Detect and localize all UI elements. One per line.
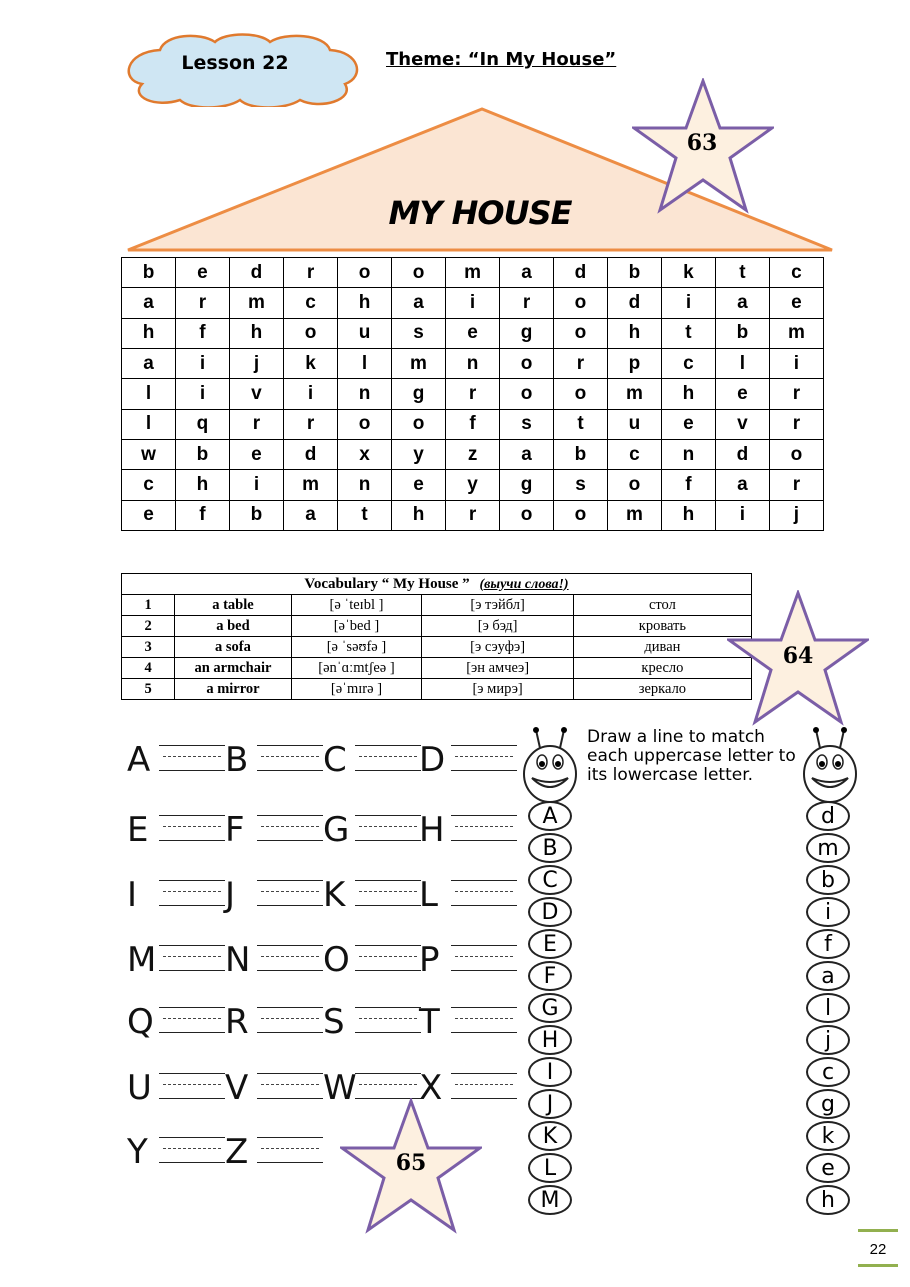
grid-cell: i [446, 288, 500, 318]
grid-cell: b [554, 439, 608, 469]
alphabet-letter: C [323, 740, 347, 780]
grid-cell: v [715, 409, 769, 439]
tracing-line [451, 1007, 517, 1033]
grid-cell: c [122, 470, 176, 500]
grid-cell: t [554, 409, 608, 439]
uppercase-letter[interactable]: H [528, 1025, 572, 1055]
alphabet-letter: L [419, 875, 438, 915]
grid-cell: r [446, 500, 500, 530]
grid-cell: m [283, 470, 337, 500]
lowercase-letter[interactable]: h [806, 1185, 850, 1215]
grid-cell: i [176, 379, 230, 409]
grid-cell: a [715, 470, 769, 500]
vocabulary-reading: [э сэуфэ] [422, 637, 573, 658]
uppercase-letter[interactable]: A [528, 801, 572, 831]
grid-cell: l [122, 379, 176, 409]
matching-instruction: Draw a line to match each uppercase letter to its lowercase letter. [587, 727, 796, 785]
grid-cell: o [500, 500, 554, 530]
vocabulary-n: 2 [122, 616, 175, 637]
grid-cell: y [391, 439, 445, 469]
grid-cell: m [391, 348, 445, 378]
grid-cell: a [500, 258, 554, 288]
uppercase-letter[interactable]: F [528, 961, 572, 991]
lowercase-letter[interactable]: c [806, 1057, 850, 1087]
vocabulary-transcription: [ənˈɑːmtʃeə ] [291, 658, 422, 679]
alphabet-letter: K [323, 875, 346, 915]
grid-cell: b [122, 258, 176, 288]
grid-cell: l [122, 409, 176, 439]
vocabulary-row [122, 679, 752, 700]
tracing-line [159, 880, 225, 906]
vocabulary-word: a bed [175, 616, 291, 637]
vocabulary-reading: [эн амчеэ] [422, 658, 573, 679]
vocabulary-translation: стол [573, 595, 751, 616]
tracing-line [451, 945, 517, 971]
lowercase-letter[interactable]: i [806, 897, 850, 927]
alphabet-letter: N [225, 940, 251, 980]
grid-cell: b [229, 500, 283, 530]
grid-cell: d [283, 439, 337, 469]
tracing-line [257, 815, 323, 841]
grid-row [122, 379, 824, 409]
grid-cell: o [554, 379, 608, 409]
grid-cell: r [176, 288, 230, 318]
grid-row [122, 470, 824, 500]
alphabet-letter: P [419, 940, 440, 980]
grid-cell: e [715, 379, 769, 409]
alphabet-letter: M [127, 940, 157, 980]
grid-cell: r [769, 379, 823, 409]
grid-row [122, 500, 824, 530]
grid-cell: a [122, 288, 176, 318]
vocabulary-note: (выучи слова!) [479, 576, 569, 592]
tracing-line [159, 815, 225, 841]
lowercase-letter[interactable]: j [806, 1025, 850, 1055]
tracing-line [257, 1073, 323, 1099]
grid-cell: a [391, 288, 445, 318]
grid-cell: n [338, 379, 392, 409]
lowercase-letter[interactable]: k [806, 1121, 850, 1151]
grid-cell: n [338, 470, 392, 500]
alphabet-letter: R [225, 1002, 249, 1042]
grid-cell: e [662, 409, 716, 439]
grid-cell: k [283, 348, 337, 378]
grid-cell: r [283, 409, 337, 439]
tracing-line [355, 945, 421, 971]
grid-cell: n [662, 439, 716, 469]
grid-cell: m [229, 288, 283, 318]
tracing-line [159, 1073, 225, 1099]
vocabulary-reading: [э мирэ] [422, 679, 573, 700]
grid-cell: i [715, 500, 769, 530]
uppercase-letter[interactable]: K [528, 1121, 572, 1151]
grid-cell: h [662, 379, 716, 409]
vocabulary-table [121, 573, 752, 700]
grid-row [122, 409, 824, 439]
uppercase-letter[interactable]: D [528, 897, 572, 927]
alphabet-letter: Q [127, 1002, 154, 1042]
grid-cell: b [607, 258, 661, 288]
lowercase-letter[interactable]: d [806, 801, 850, 831]
alphabet-letter: Z [225, 1132, 249, 1172]
vocabulary-transcription: [əˈbed ] [291, 616, 422, 637]
grid-row [122, 348, 824, 378]
grid-cell: s [500, 409, 554, 439]
alphabet-letter: O [323, 940, 350, 980]
grid-cell: o [338, 258, 392, 288]
alphabet-letter: B [225, 740, 249, 780]
grid-cell: f [176, 318, 230, 348]
grid-cell: u [607, 409, 661, 439]
uppercase-letter[interactable]: J [528, 1089, 572, 1119]
grid-cell: q [176, 409, 230, 439]
tracing-line [257, 880, 323, 906]
grid-cell: m [446, 258, 500, 288]
grid-row [122, 258, 824, 288]
alphabet-letter: A [127, 740, 151, 780]
grid-cell: y [446, 470, 500, 500]
uppercase-letter[interactable]: C [528, 865, 572, 895]
grid-cell: o [283, 318, 337, 348]
tracing-line [159, 1137, 225, 1163]
vocabulary-n: 3 [122, 637, 175, 658]
vocabulary-n: 1 [122, 595, 175, 616]
grid-cell: m [607, 500, 661, 530]
tracing-line [355, 815, 421, 841]
lowercase-letter[interactable]: m [806, 833, 850, 863]
grid-cell: a [715, 288, 769, 318]
vocabulary-transcription: [əˈmɪrə ] [291, 679, 422, 700]
grid-cell: r [283, 258, 337, 288]
grid-cell: o [500, 379, 554, 409]
vocabulary-translation: диван [573, 637, 751, 658]
vocabulary-transcription: [ə ˈteɪbl ] [291, 595, 422, 616]
grid-cell: m [769, 318, 823, 348]
tracing-line [257, 745, 323, 771]
grid-cell: o [554, 288, 608, 318]
page-number: 22 [858, 1229, 898, 1267]
alphabet-letter: V [225, 1068, 249, 1108]
tracing-line [159, 945, 225, 971]
vocabulary-word: a sofa [175, 637, 291, 658]
uppercase-letter[interactable]: G [528, 993, 572, 1023]
grid-cell: t [715, 258, 769, 288]
lesson-label: Lesson 22 [181, 52, 289, 74]
vocabulary-heading [122, 574, 752, 595]
alphabet-letter: I [127, 875, 138, 915]
alphabet-letter: G [323, 810, 350, 850]
vocabulary-reading: [э бэд] [422, 616, 573, 637]
alphabet-letter: Y [127, 1132, 148, 1172]
grid-cell: d [554, 258, 608, 288]
grid-cell: r [229, 409, 283, 439]
grid-cell: h [122, 318, 176, 348]
alphabet-letter: F [225, 810, 245, 850]
uppercase-letter[interactable]: B [528, 833, 572, 863]
tracing-line [257, 1137, 323, 1163]
grid-cell: c [607, 439, 661, 469]
vocabulary-word: a table [175, 595, 291, 616]
alphabet-letter: T [419, 1002, 440, 1042]
lowercase-letter[interactable]: f [806, 929, 850, 959]
grid-cell: z [446, 439, 500, 469]
tracing-line [451, 745, 517, 771]
grid-cell: r [500, 288, 554, 318]
grid-cell: i [229, 470, 283, 500]
word-search-grid [121, 257, 824, 531]
grid-cell: m [607, 379, 661, 409]
grid-cell: o [554, 318, 608, 348]
grid-cell: o [554, 500, 608, 530]
grid-cell: i [662, 288, 716, 318]
vocabulary-title: Vocabulary “ My House ” [304, 575, 470, 592]
grid-cell: f [662, 470, 716, 500]
tracing-line [355, 745, 421, 771]
alphabet-letter: W [323, 1068, 357, 1108]
grid-cell: b [715, 318, 769, 348]
vocabulary-word: a mirror [175, 679, 291, 700]
grid-cell: d [229, 258, 283, 288]
lowercase-letter[interactable]: e [806, 1153, 850, 1183]
vocabulary-reading: [э тэйбл] [422, 595, 573, 616]
tracing-line [257, 945, 323, 971]
grid-cell: x [338, 439, 392, 469]
uppercase-letter[interactable]: L [528, 1153, 572, 1183]
grid-cell: h [607, 318, 661, 348]
grid-cell: l [338, 348, 392, 378]
vocabulary-row [122, 616, 752, 637]
grid-cell: n [446, 348, 500, 378]
vocabulary-n: 5 [122, 679, 175, 700]
grid-cell: i [283, 379, 337, 409]
alphabet-letter: D [419, 740, 446, 780]
lowercase-letter[interactable]: b [806, 865, 850, 895]
grid-cell: i [176, 348, 230, 378]
grid-cell: w [122, 439, 176, 469]
lowercase-letter[interactable]: l [806, 993, 850, 1023]
grid-cell: e [176, 258, 230, 288]
grid-cell: r [554, 348, 608, 378]
grid-cell: o [338, 409, 392, 439]
grid-cell: l [715, 348, 769, 378]
grid-cell: c [769, 258, 823, 288]
alphabet-letter: E [127, 810, 149, 850]
vocabulary-row [122, 637, 752, 658]
grid-row [122, 288, 824, 318]
vocabulary-n: 4 [122, 658, 175, 679]
vocabulary-header-row [122, 574, 752, 595]
grid-cell: h [229, 318, 283, 348]
grid-cell: o [391, 258, 445, 288]
grid-cell: r [446, 379, 500, 409]
vocabulary-translation: кровать [573, 616, 751, 637]
grid-cell: s [391, 318, 445, 348]
grid-cell: e [229, 439, 283, 469]
alphabet-letter: X [419, 1068, 443, 1108]
house-title: MY HOUSE [388, 194, 572, 232]
grid-cell: t [662, 318, 716, 348]
grid-cell: h [662, 500, 716, 530]
vocabulary-translation: зеркало [573, 679, 751, 700]
tracing-line [451, 815, 517, 841]
tracing-line [159, 745, 225, 771]
grid-cell: h [338, 288, 392, 318]
vocabulary-translation: кресло [573, 658, 751, 679]
grid-cell: r [769, 409, 823, 439]
grid-cell: t [338, 500, 392, 530]
vocabulary-transcription: [ə ˈsəʊfə ] [291, 637, 422, 658]
grid-cell: k [662, 258, 716, 288]
grid-cell: i [769, 348, 823, 378]
alphabet-letter: S [323, 1002, 345, 1042]
lowercase-letter[interactable]: g [806, 1089, 850, 1119]
grid-cell: e [769, 288, 823, 318]
lowercase-letter[interactable]: a [806, 961, 850, 991]
grid-cell: d [715, 439, 769, 469]
tracing-line [355, 1007, 421, 1033]
grid-cell: h [391, 500, 445, 530]
grid-cell: r [769, 470, 823, 500]
uppercase-letter[interactable]: I [528, 1057, 572, 1087]
grid-cell: g [391, 379, 445, 409]
grid-row [122, 318, 824, 348]
vocabulary-row [122, 595, 752, 616]
grid-cell: o [607, 470, 661, 500]
grid-cell: a [122, 348, 176, 378]
tracing-line [257, 1007, 323, 1033]
uppercase-letter[interactable]: E [528, 929, 572, 959]
grid-cell: e [446, 318, 500, 348]
tracing-line [355, 1073, 421, 1099]
uppercase-letter[interactable]: M [528, 1185, 572, 1215]
grid-cell: b [176, 439, 230, 469]
grid-cell: o [391, 409, 445, 439]
alphabet-letter: J [225, 875, 236, 915]
tracing-line [355, 880, 421, 906]
grid-cell: v [229, 379, 283, 409]
grid-cell: g [500, 470, 554, 500]
star-number: 63 [686, 130, 718, 156]
grid-cell: d [607, 288, 661, 318]
grid-cell: o [500, 348, 554, 378]
star-number: 65 [395, 1150, 427, 1176]
grid-cell: a [283, 500, 337, 530]
grid-cell: f [446, 409, 500, 439]
grid-cell: o [769, 439, 823, 469]
grid-cell: s [554, 470, 608, 500]
grid-cell: e [391, 470, 445, 500]
star-number: 64 [782, 643, 814, 669]
grid-cell: e [122, 500, 176, 530]
caterpillar-head-icon [800, 726, 860, 804]
tracing-line [451, 880, 517, 906]
grid-cell: g [500, 318, 554, 348]
grid-cell: c [283, 288, 337, 318]
grid-cell: u [338, 318, 392, 348]
grid-cell: p [607, 348, 661, 378]
grid-row [122, 439, 824, 469]
tracing-line [451, 1073, 517, 1099]
caterpillar-head-icon [520, 726, 580, 804]
grid-cell: j [229, 348, 283, 378]
tracing-line [159, 1007, 225, 1033]
alphabet-letter: U [127, 1068, 152, 1108]
grid-cell: h [176, 470, 230, 500]
grid-cell: f [176, 500, 230, 530]
grid-cell: j [769, 500, 823, 530]
grid-cell: a [500, 439, 554, 469]
grid-cell: c [662, 348, 716, 378]
vocabulary-row [122, 658, 752, 679]
vocabulary-word: an armchair [175, 658, 291, 679]
alphabet-letter: H [419, 810, 445, 850]
theme-title: Theme: “In My House” [386, 49, 617, 70]
